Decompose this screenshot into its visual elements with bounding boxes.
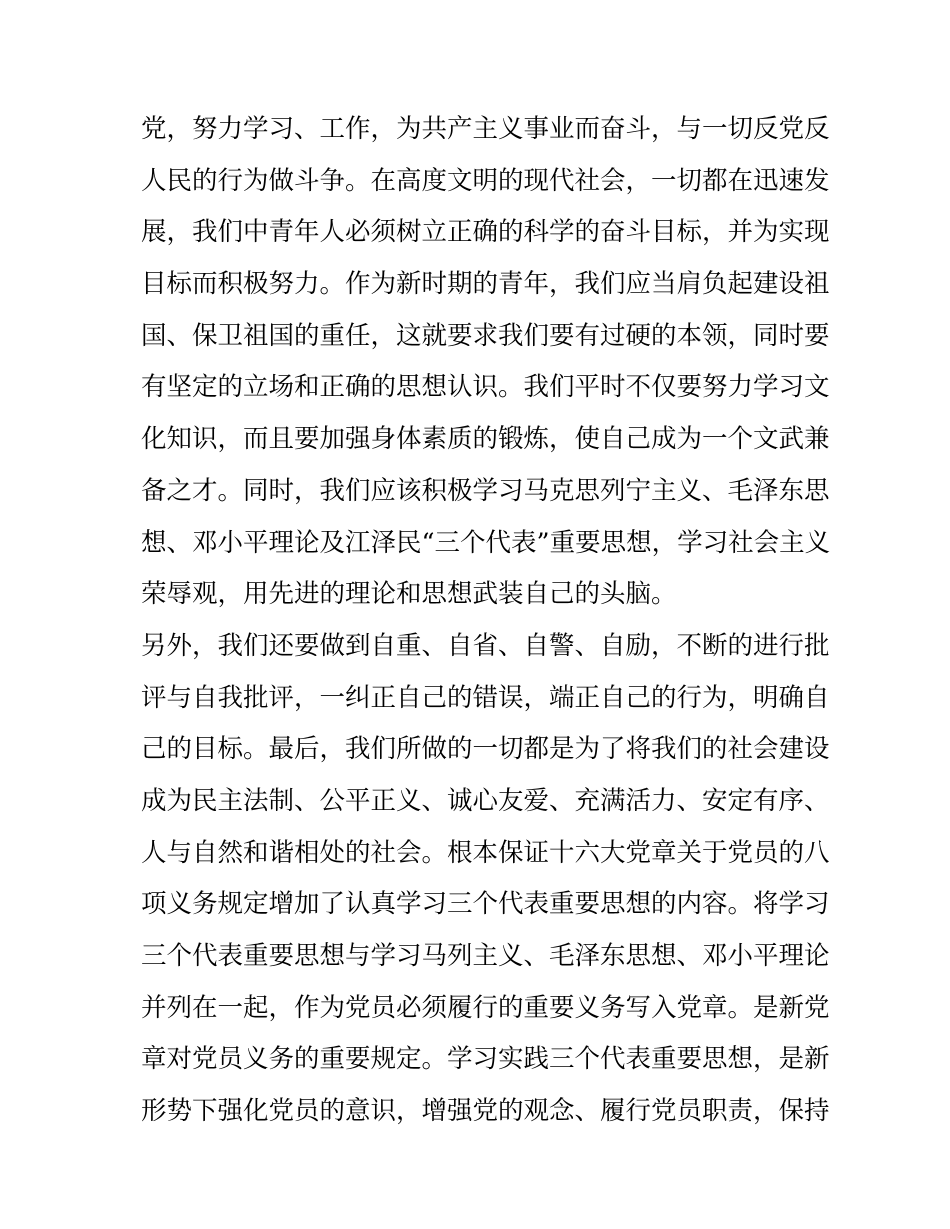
text-line: 三个代表重要思想与学习马列主义、毛泽东思想、邓小平理论 xyxy=(141,941,830,971)
text-line: 荣辱观，用先进的理论和思想武装自己的头脑。 xyxy=(141,579,677,610)
text-line: 展，我们中青年人必须树立正确的科学的奋斗目标，并为实现 xyxy=(141,217,830,248)
text-line: 评与自我批评，一纠正自己的错误，端正自己的行为，明确自 xyxy=(141,682,830,713)
text-line: 目标而积极努力。作为新时期的青年，我们应当肩负起建设祖 xyxy=(141,269,830,300)
text-line: 己的目标。最后，我们所做的一切都是为了将我们的社会建设 xyxy=(141,734,830,765)
text-line: 党，努力学习、工作，为共产主义事业而奋斗，与一切反党反 xyxy=(141,114,830,144)
text-line: 章对党员义务的重要规定。学习实践三个代表重要思想，是新 xyxy=(141,1044,830,1075)
text-line: 想、邓小平理论及江泽民“三个代表”重要思想，学习社会主义 xyxy=(141,527,831,558)
body-text xyxy=(141,104,831,1138)
text-line: 人民的行为做斗争。在高度文明的现代社会，一切都在迅速发 xyxy=(141,165,830,196)
text-line: 人与自然和谐相处的社会。根本保证十六大党章关于党员的八 xyxy=(141,837,830,868)
text-line: 项义务规定增加了认真学习三个代表重要思想的内容。将学习 xyxy=(141,889,830,920)
text-line: 国、保卫祖国的重任，这就要求我们要有过硬的本领，同时要 xyxy=(141,320,830,351)
text-line: 形势下强化党员的意识，增强党的观念、履行党员职责，保持 xyxy=(141,1096,830,1127)
text-line: 成为民主法制、公平正义、诚心友爱、充满活力、安定有序、 xyxy=(141,785,830,816)
text-line: 化知识，而且要加强身体素质的锻炼，使自己成为一个文武兼 xyxy=(141,424,830,455)
text-line: 有坚定的立场和正确的思想认识。我们平时不仅要努力学习文 xyxy=(141,372,830,403)
text-line: 另外，我们还要做到自重、自省、自警、自励，不断的进行批 xyxy=(141,630,830,661)
text-line: 并列在一起，作为党员必须履行的重要义务写入党章。是新党 xyxy=(141,992,830,1023)
text-line: 备之才。同时，我们应该积极学习马克思列宁主义、毛泽东思 xyxy=(141,475,830,506)
